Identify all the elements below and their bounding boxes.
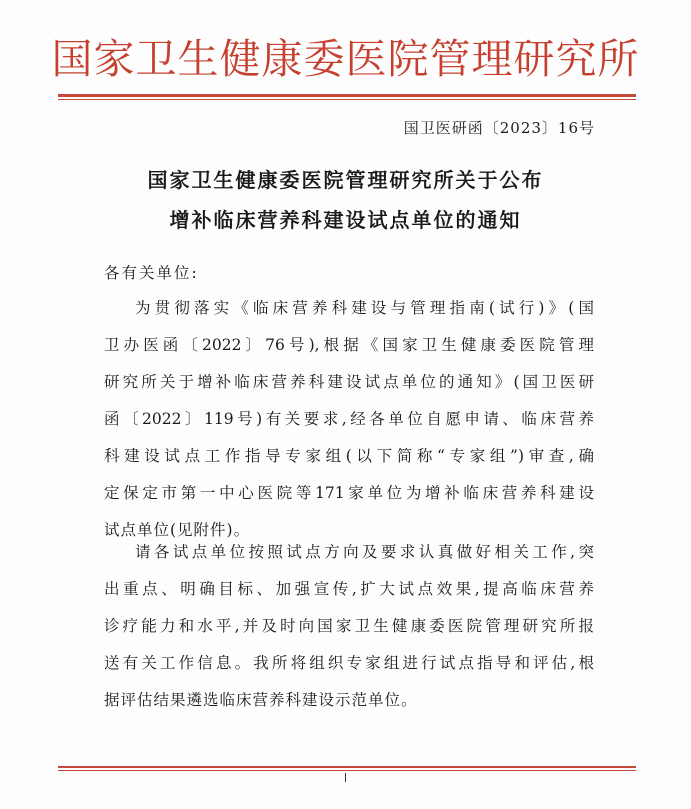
paragraph-1 bbox=[104, 290, 594, 549]
page-mark bbox=[345, 773, 346, 782]
header-rule-thin bbox=[58, 99, 636, 100]
salutation: 各有关单位: bbox=[104, 264, 199, 282]
footer-rule-thin bbox=[58, 770, 636, 771]
paragraph-1-line: 函〔2022〕119号)有关要求,经各单位自愿申请、临床营养 bbox=[104, 410, 594, 428]
paragraph-2 bbox=[104, 534, 594, 719]
paragraph-1-line: 研究所关于增补临床营养科建设试点单位的通知》(国卫医研 bbox=[104, 373, 594, 391]
paragraph-1-line: 为贯彻落实《临床营养科建设与管理指南(试行)》(国 bbox=[135, 299, 594, 317]
paragraph-1-line: 试点单位(见附件)。 bbox=[104, 521, 251, 539]
paragraph-1-line: 卫办医函〔2022〕76号),根据《国家卫生健康委医院管理 bbox=[104, 336, 594, 354]
organization-header: 国家卫生健康委医院管理研究所 bbox=[51, 35, 640, 83]
header-rule-thick bbox=[58, 94, 636, 97]
paragraph-2-line: 诊疗能力和水平,并及时向国家卫生健康委医院管理研究所报 bbox=[104, 617, 594, 635]
paragraph-1-line: 定保定市第一中心医院等171家单位为增补临床营养科建设 bbox=[104, 484, 594, 502]
paragraph-1-line: 科建设试点工作指导专家组(以下简称“专家组”)审查,确 bbox=[104, 447, 594, 465]
paragraph-2-line: 出重点、明确目标、加强宣传,扩大试点效果,提高临床营养 bbox=[104, 580, 594, 598]
paragraph-2-line: 请各试点单位按照试点方向及要求认真做好相关工作,突 bbox=[135, 543, 594, 561]
paragraph-2-line: 送有关工作信息。我所将组织专家组进行试点指导和评估,根 bbox=[104, 654, 594, 672]
footer-rule-thick bbox=[58, 766, 636, 768]
title-line-2: 增补临床营养科建设试点单位的通知 bbox=[169, 208, 522, 232]
document-title bbox=[0, 160, 691, 240]
document-number: 国卫医研函〔2023〕16号 bbox=[403, 119, 595, 137]
paragraph-2-line: 据评估结果遴选临床营养科建设示范单位。 bbox=[104, 691, 418, 709]
title-line-1: 国家卫生健康委医院管理研究所关于公布 bbox=[147, 168, 544, 192]
